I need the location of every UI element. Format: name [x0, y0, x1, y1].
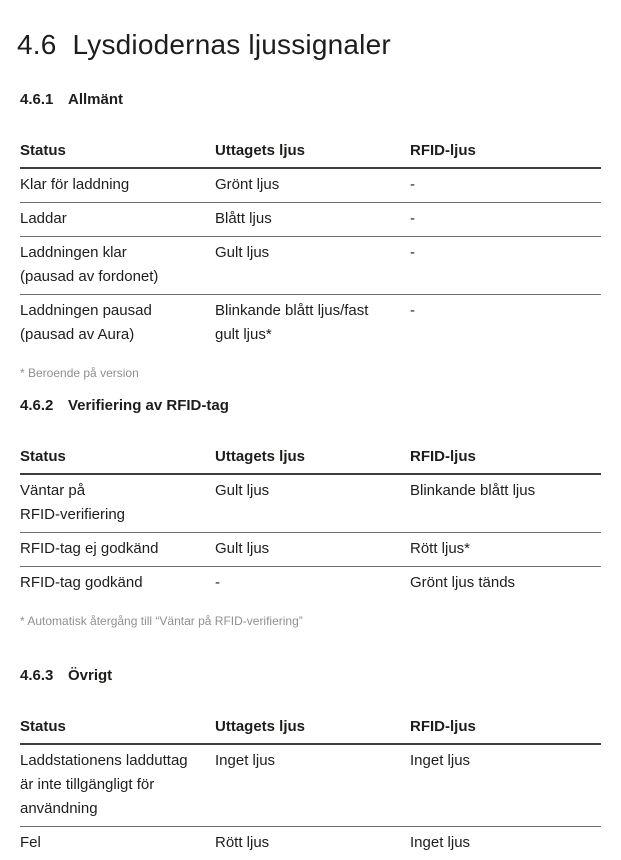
cell-uttagets-ljus: Grönt ljus: [215, 168, 410, 203]
page-title-number: 4.6: [17, 29, 57, 60]
cell-uttagets-ljus: Blått ljus: [215, 203, 410, 237]
cell-status: RFID-tag ej godkänd: [20, 533, 215, 567]
section-heading-text: Verifiering av RFID-tag: [68, 397, 229, 414]
table-header-row: [20, 141, 601, 168]
section-heading-number: 4.6.3: [20, 666, 54, 686]
cell-uttagets-ljus: Gult ljus: [215, 474, 410, 533]
cell-status: Laddningen klar (pausad av fordonet): [20, 237, 215, 295]
cell-status: Laddstationens ladduttag är inte tillgängligt för användning: [20, 744, 215, 827]
cell-uttagets-ljus: Blinkande blått ljus/fast gult ljus*: [215, 295, 410, 353]
cell-status: Klar för laddning: [20, 168, 215, 203]
column-header-uttagets-ljus: Uttagets ljus: [215, 141, 410, 168]
table-row: [20, 827, 601, 860]
table-row: [20, 168, 601, 203]
section-heading-number: 4.6.2: [20, 396, 54, 416]
column-header-status: Status: [20, 447, 215, 474]
cell-uttagets-ljus: -: [215, 567, 410, 601]
table-row: [20, 295, 601, 353]
page-title: [17, 26, 601, 64]
section-heading-text: Allmänt: [68, 91, 123, 108]
table-row: [20, 567, 601, 601]
cell-rfid-ljus: -: [410, 237, 601, 295]
column-header-uttagets-ljus: Uttagets ljus: [215, 447, 410, 474]
column-header-rfid-ljus: RFID-ljus: [410, 141, 601, 168]
section-heading-text: Övrigt: [68, 667, 112, 684]
section-ovrigt: [20, 666, 601, 860]
column-header-rfid-ljus: RFID-ljus: [410, 717, 601, 744]
section-heading-number: 4.6.1: [20, 90, 54, 110]
cell-uttagets-ljus: Gult ljus: [215, 237, 410, 295]
footnote-version: * Beroende på version: [20, 365, 601, 381]
cell-uttagets-ljus: Rött ljus: [215, 827, 410, 860]
footnote-atergang: * Automatisk återgång till “Väntar på RFID-verifiering”: [20, 613, 601, 629]
table-row: [20, 474, 601, 533]
cell-rfid-ljus: Rött ljus*: [410, 533, 601, 567]
cell-rfid-ljus: Blinkande blått ljus: [410, 474, 601, 533]
cell-rfid-ljus: -: [410, 203, 601, 237]
table-row: [20, 533, 601, 567]
led-signal-table-rfid: [20, 447, 601, 600]
cell-rfid-ljus: Inget ljus: [410, 744, 601, 827]
table-row: [20, 237, 601, 295]
cell-uttagets-ljus: Gult ljus: [215, 533, 410, 567]
cell-status: RFID-tag godkänd: [20, 567, 215, 601]
cell-uttagets-ljus: Inget ljus: [215, 744, 410, 827]
section-allmant: [20, 90, 601, 381]
section-heading: [20, 666, 601, 686]
column-header-rfid-ljus: RFID-ljus: [410, 447, 601, 474]
section-verifiering-rfid: [20, 396, 601, 629]
page-title-text: Lysdiodernas ljussignaler: [73, 29, 391, 60]
table-header-row: [20, 447, 601, 474]
column-header-status: Status: [20, 141, 215, 168]
cell-rfid-ljus: Grönt ljus tänds: [410, 567, 601, 601]
section-heading: [20, 396, 601, 416]
cell-status: Väntar på RFID-verifiering: [20, 474, 215, 533]
table-header-row: [20, 717, 601, 744]
table-row: [20, 203, 601, 237]
column-header-uttagets-ljus: Uttagets ljus: [215, 717, 410, 744]
cell-status: Laddar: [20, 203, 215, 237]
cell-status: Laddningen pausad (pausad av Aura): [20, 295, 215, 353]
cell-rfid-ljus: -: [410, 295, 601, 353]
column-header-status: Status: [20, 717, 215, 744]
led-signal-table-allmant: [20, 141, 601, 352]
section-heading: [20, 90, 601, 110]
cell-rfid-ljus: -: [410, 168, 601, 203]
cell-status: Fel: [20, 827, 215, 860]
cell-rfid-ljus: Inget ljus: [410, 827, 601, 860]
table-row: [20, 744, 601, 827]
led-signal-table-ovrigt: [20, 717, 601, 860]
